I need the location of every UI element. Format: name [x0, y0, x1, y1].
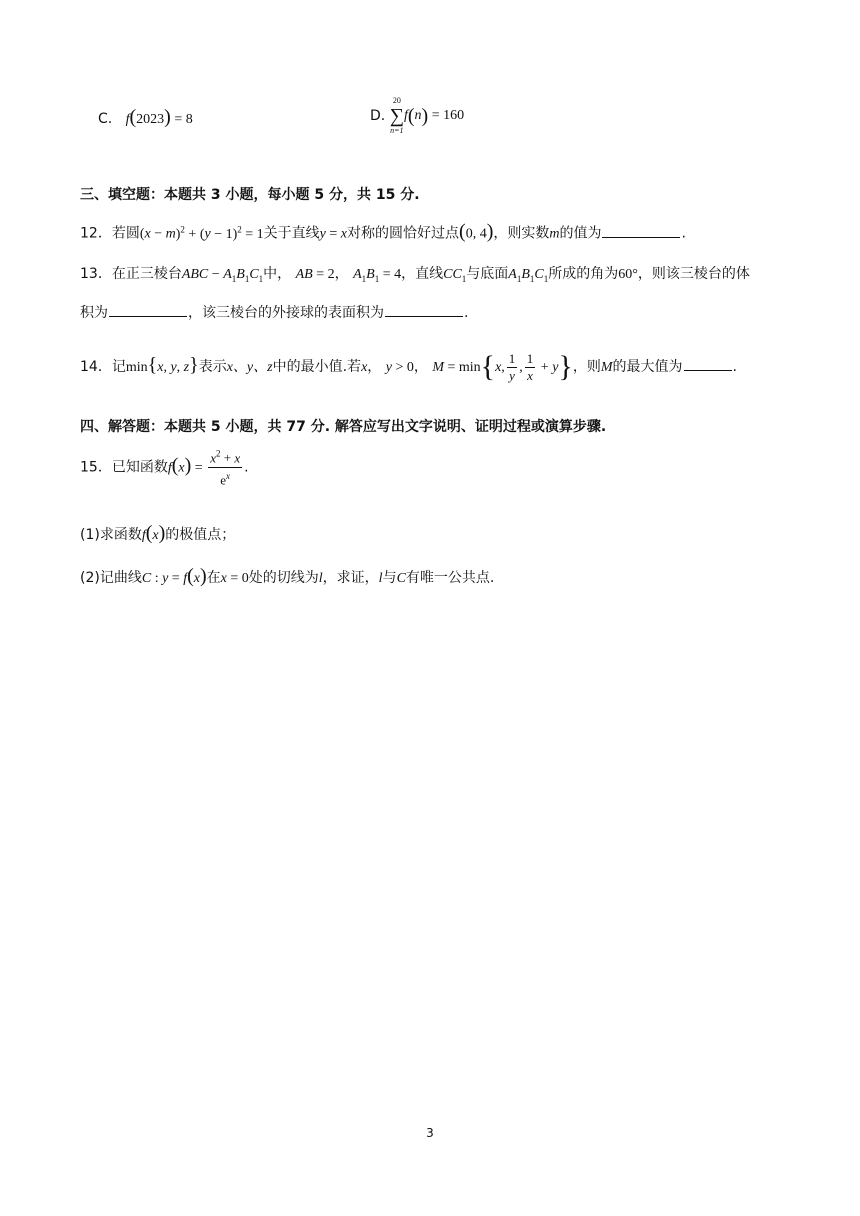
q13-text-2: 中，: [263, 266, 292, 282]
q15-p2-text-4: ，求证，: [322, 570, 379, 586]
q12-text-1: 若圆: [111, 225, 140, 242]
q12-number: 12．: [80, 225, 112, 242]
q13-text-9: ，该三棱台的外接球的表面积为: [188, 305, 384, 321]
q13-volume-blank[interactable]: [109, 302, 187, 317]
question-14: 14．记min{x, y, z}表示x、y、z中的最小值.若x， y > 0， M = min{x, $\frac{1}{y}$ , $\frac{1}{x}$ + y}，则M的最大值为 .: [80, 350, 737, 383]
sum-upper-limit: 20: [392, 96, 401, 105]
option-d-fn: f: [403, 108, 408, 123]
q15-p2-text-6: 有唯一公共点.: [405, 570, 495, 586]
q13-text-8: 积为: [80, 305, 108, 321]
q15-p1-text-1: 求函数: [99, 527, 142, 543]
q12-text-6: .: [681, 225, 686, 242]
page-number: 3: [426, 1126, 434, 1140]
q13-number: 13．: [80, 266, 112, 282]
q15-p2-text-2: 在: [206, 570, 221, 586]
q13-text-1: 在正三棱台: [111, 266, 182, 282]
fraction-1-over-x: $\frac{1}{x}$: [526, 350, 534, 383]
q15-text-1: 已知函数: [111, 459, 168, 476]
q15-part-1-label: (1): [80, 527, 100, 543]
q12-text-2: 关于直线: [263, 225, 320, 242]
q13-text-7: ，则该三棱台的体: [637, 266, 750, 282]
q14-text-7: 的最大值为: [612, 359, 683, 375]
q13-surface-area-blank[interactable]: [385, 302, 463, 317]
section-4-heading: 四、解答题：本题共 5 小题，共 77 分. 解答应写出文字说明、证明过程或演算步骤.: [80, 419, 607, 435]
q14-number: 14．: [80, 359, 112, 375]
question-15: 15．已知函数f(x) = $\frac{x^2 + x}{e^x}$ .: [80, 446, 249, 489]
q14-var-M: M: [600, 360, 613, 375]
question-12: 12．若圆$(x - m)^2 + (y - 1)^2 = 1$关于直线y = x对称的圆恰好过点(0, 4)，则实数m的值为 .: [80, 220, 686, 243]
option-c-label: C.: [98, 111, 113, 127]
q15-part-2-label: (2): [80, 570, 100, 586]
question-13-continued: [80, 302, 468, 324]
q12-var-m: m: [549, 226, 560, 242]
q14-answer-blank[interactable]: [684, 356, 732, 371]
q14-text-8: .: [732, 359, 737, 375]
q15-function-fraction: $\frac{x^2 + x}{e^x}$: [208, 446, 242, 489]
q14-text-1: 记: [111, 359, 126, 375]
q12-text-3: 对称的圆恰好过点: [347, 225, 460, 242]
section-3-heading: 三、填空题：本题共 3 小题，每小题 5 分，共 15 分.: [80, 187, 420, 203]
q14-text-5: ，: [413, 359, 428, 375]
q14-text-3: 中的最小值.若: [272, 359, 362, 375]
q13-text-10: .: [464, 305, 469, 321]
sum-lower-limit: n=1: [390, 126, 404, 135]
q15-text-2: .: [244, 459, 249, 476]
q15-p2-text-3: 处的切线为: [248, 570, 319, 586]
option-c-arg: 2023: [136, 112, 165, 127]
q13-text-3: ，: [334, 266, 349, 282]
question-13: 13．在正三棱台ABC − $A_1B_1C_1$中， AB = 2， $A_1B_1 = 4$，直线$CC_1$与底面$A_1B_1C_1$所成的角为60°，则该三棱台的体: [80, 266, 750, 284]
option-d-arg: n: [414, 108, 422, 123]
q15-p2-text-5: 与: [382, 570, 397, 586]
q13-angle: 60°: [618, 267, 638, 282]
option-c: C. f(2023) = 8: [98, 106, 193, 128]
q14-text-4: ，: [367, 359, 382, 375]
q15-part-1: (1)求函数f(x)的极值点；: [80, 522, 236, 544]
option-d: D. 20 ∑ n=1 f(n) = 160: [370, 96, 465, 135]
fraction-1-over-y: $\frac{1}{y}$: [508, 350, 516, 383]
q12-text-5: 的值为: [559, 225, 602, 242]
summation-sign: 20 ∑ n=1: [389, 96, 404, 135]
q14-text-2: 表示: [198, 359, 227, 375]
q13-text-6: 所成的角为: [548, 266, 619, 282]
q14-vars: x、y、z: [226, 360, 273, 375]
option-d-value: 160: [443, 108, 465, 123]
q12-answer-blank[interactable]: [602, 223, 680, 238]
q13-text-4: ，直线: [401, 266, 444, 282]
q15-p2-text-1: 记曲线: [99, 570, 142, 586]
q14-text-6: ，则: [572, 359, 601, 375]
q12-text-4: ，则实数: [493, 225, 550, 242]
option-d-label: D.: [370, 108, 386, 124]
q15-number: 15．: [80, 459, 112, 476]
option-c-fn: f: [125, 112, 130, 127]
q15-p1-text-2: 的极值点；: [165, 527, 236, 543]
q15-part-2: (2)记曲线C : y = f(x)在x = 0处的切线为l，求证，l与C有唯一公共点.: [80, 565, 495, 587]
q13-text-5: 与底面: [466, 266, 509, 282]
option-c-value: 8: [185, 112, 193, 127]
